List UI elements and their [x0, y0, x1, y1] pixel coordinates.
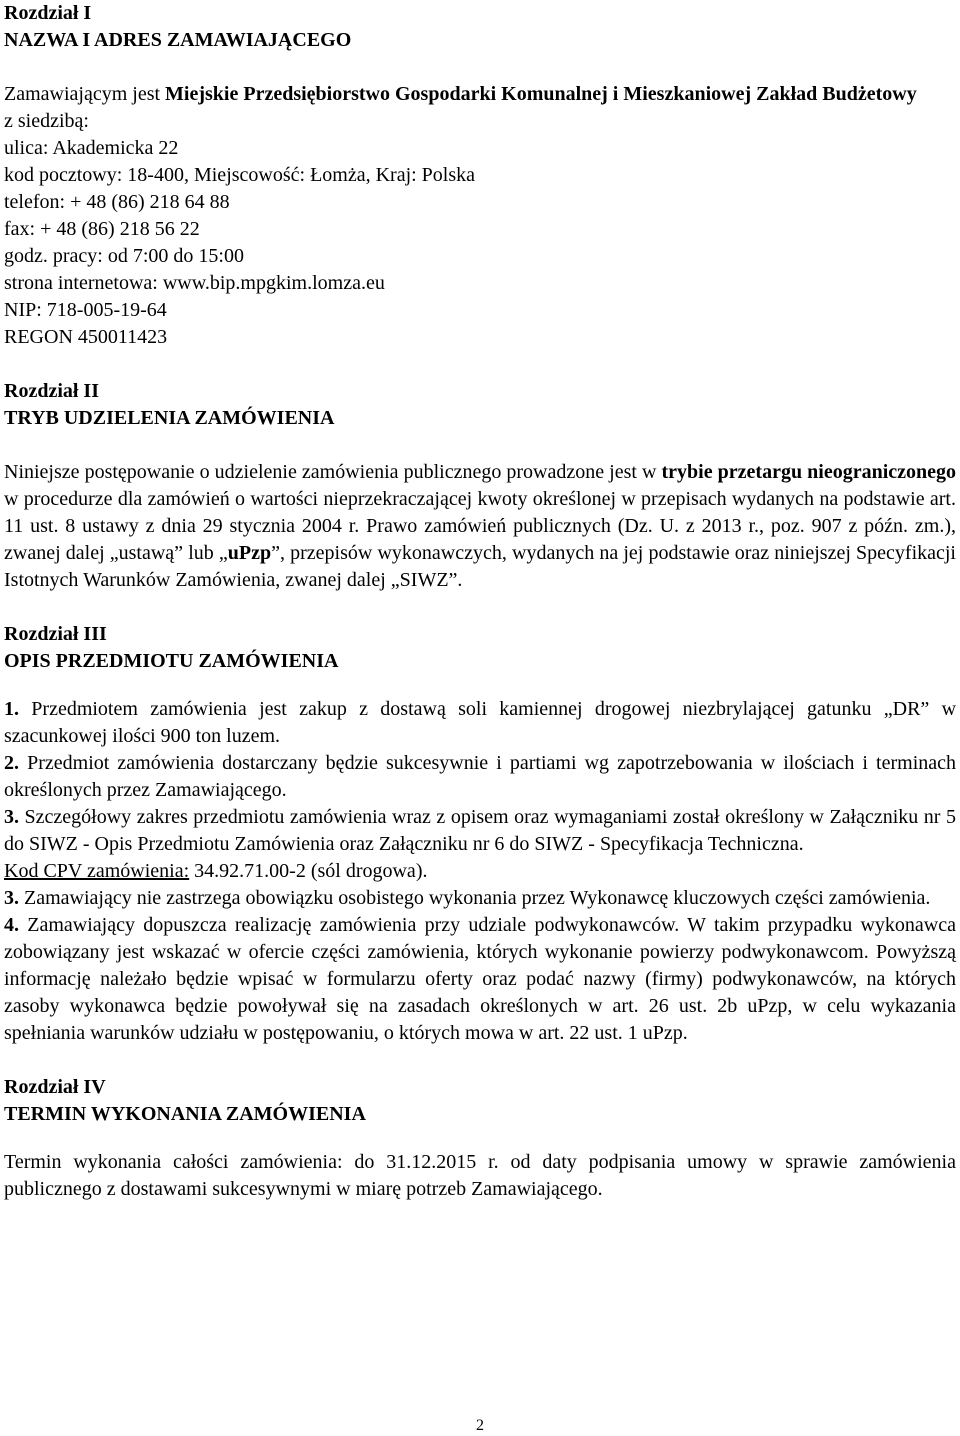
ordering-party-intro: Zamawiającym jest Miejskie Przedsiębiorstwo Gospodarki Komunalnej i Mieszkaniowej Zakład Budżetowy [4, 83, 917, 105]
page-number: 2 [476, 1417, 484, 1434]
list-item: 1. Przedmiotem zamówienia jest zakup z dostawą soli kamiennej drogowej niezbrylającej gatunku „DR” w szacunkowej ilości 900 ton luzem. [4, 698, 957, 747]
ordering-party-name: Miejskie Przedsiębiorstwo Gospodarki Komunalnej i Mieszkaniowej Zakład Budżetowy [165, 83, 917, 105]
list-item: 4. Zamawiający dopuszcza realizację zamówienia przy udziale podwykonawców. W takim przypadku wykonawca zobowiązany jest wskazać w ofercie części zamówienia, których wykonanie powierzy podwykonawcom. Powyższą informację należało będzie wpisać w formularzu oferty oraz podać nazwy (firmy) podwykonawców, na których zasoby wykonawca będzie powoływał się na zasadach określonych w art. 26 ust. 2b uPzp, w celu wykazania spełniania warunków udziału w postępowaniu, o których mowa w art. 22 ust. 1 uPzp. [4, 914, 956, 1044]
chapter-3-label: Rozdział III [4, 623, 107, 645]
procedure-paragraph: Niniejsze postępowanie o udzielenie zamówienia publicznego prowadzone jest w trybie przetargu nieograniczonego w procedurze dla zamówień o wartości nieprzekraczającej kwoty określonej w przepisach wydanych na podstawie art. 11 ust. 8 ustawy z dnia 29 stycznia 2004 r. Prawo zamówień publicznych (Dz. U. z 2013 r., poz. 907 z późn. zm.), zwanej dalej „ustawą” lub „uPzp”, przepisów wykonawczych, wydanych na jej podstawie oraz niniejszej Specyfikacji Istotnych Warunków Zamówienia, zwanej dalej „SIWZ”. [4, 461, 957, 591]
address-line: telefon: + 48 (86) 218 64 88 [4, 191, 230, 213]
chapter-1-label: Rozdział I [4, 2, 92, 24]
address-line: ulica: Akademicka 22 [4, 137, 179, 159]
chapter-4-label: Rozdział IV [4, 1076, 106, 1098]
list-item: 3. Zamawiający nie zastrzega obowiązku osobistego wykonania przez Wykonawcę kluczowych części zamówienia. [4, 887, 931, 909]
address-line: godz. pracy: od 7:00 do 15:00 [4, 245, 244, 267]
deadline-paragraph: Termin wykonania całości zamówienia: do 31.12.2015 r. od daty podpisania umowy w sprawie zamówienia publicznego z dostawami sukcesywnymi w miarę potrzeb Zamawiającego. [4, 1151, 956, 1200]
address-line: strona internetowa: www.bip.mpgkim.lomza.eu [4, 272, 385, 294]
address-line: NIP: 718-005-19-64 [4, 299, 167, 321]
address-line: REGON 450011423 [4, 326, 168, 348]
address-line: kod pocztowy: 18-400, Miejscowość: Łomża, Kraj: Polska [4, 164, 476, 186]
chapter-3-title: OPIS PRZEDMIOTU ZAMÓWIENIA [4, 650, 339, 672]
chapter-2-label: Rozdział II [4, 380, 99, 402]
chapter-4-title: TERMIN WYKONANIA ZAMÓWIENIA [4, 1103, 366, 1125]
document-page [4, 0, 956, 1203]
chapter-2-title: TRYB UDZIELENIA ZAMÓWIENIA [4, 407, 335, 429]
address-line: fax: + 48 (86) 218 56 22 [4, 218, 200, 240]
address-line: z siedzibą: [4, 110, 89, 132]
list-item: 2. Przedmiot zamówienia dostarczany będzie sukcesywnie i partiami wg zapotrzebowania w ilościach i terminach określonych przez Zamawiającego. [4, 752, 957, 801]
list-item: 3. Szczegółowy zakres przedmiotu zamówienia wraz z opisem oraz wymaganiami został określony w Załączniku nr 5 do SIWZ - Opis Przedmiotu Zamówienia oraz Załączniku nr 6 do SIWZ - Specyfikacja Techniczna. [4, 806, 956, 855]
chapter-1-title: NAZWA I ADRES ZAMAWIAJĄCEGO [4, 29, 352, 51]
cpv-code: Kod CPV zamówienia: 34.92.71.00-2 (sól drogowa). [4, 860, 428, 882]
